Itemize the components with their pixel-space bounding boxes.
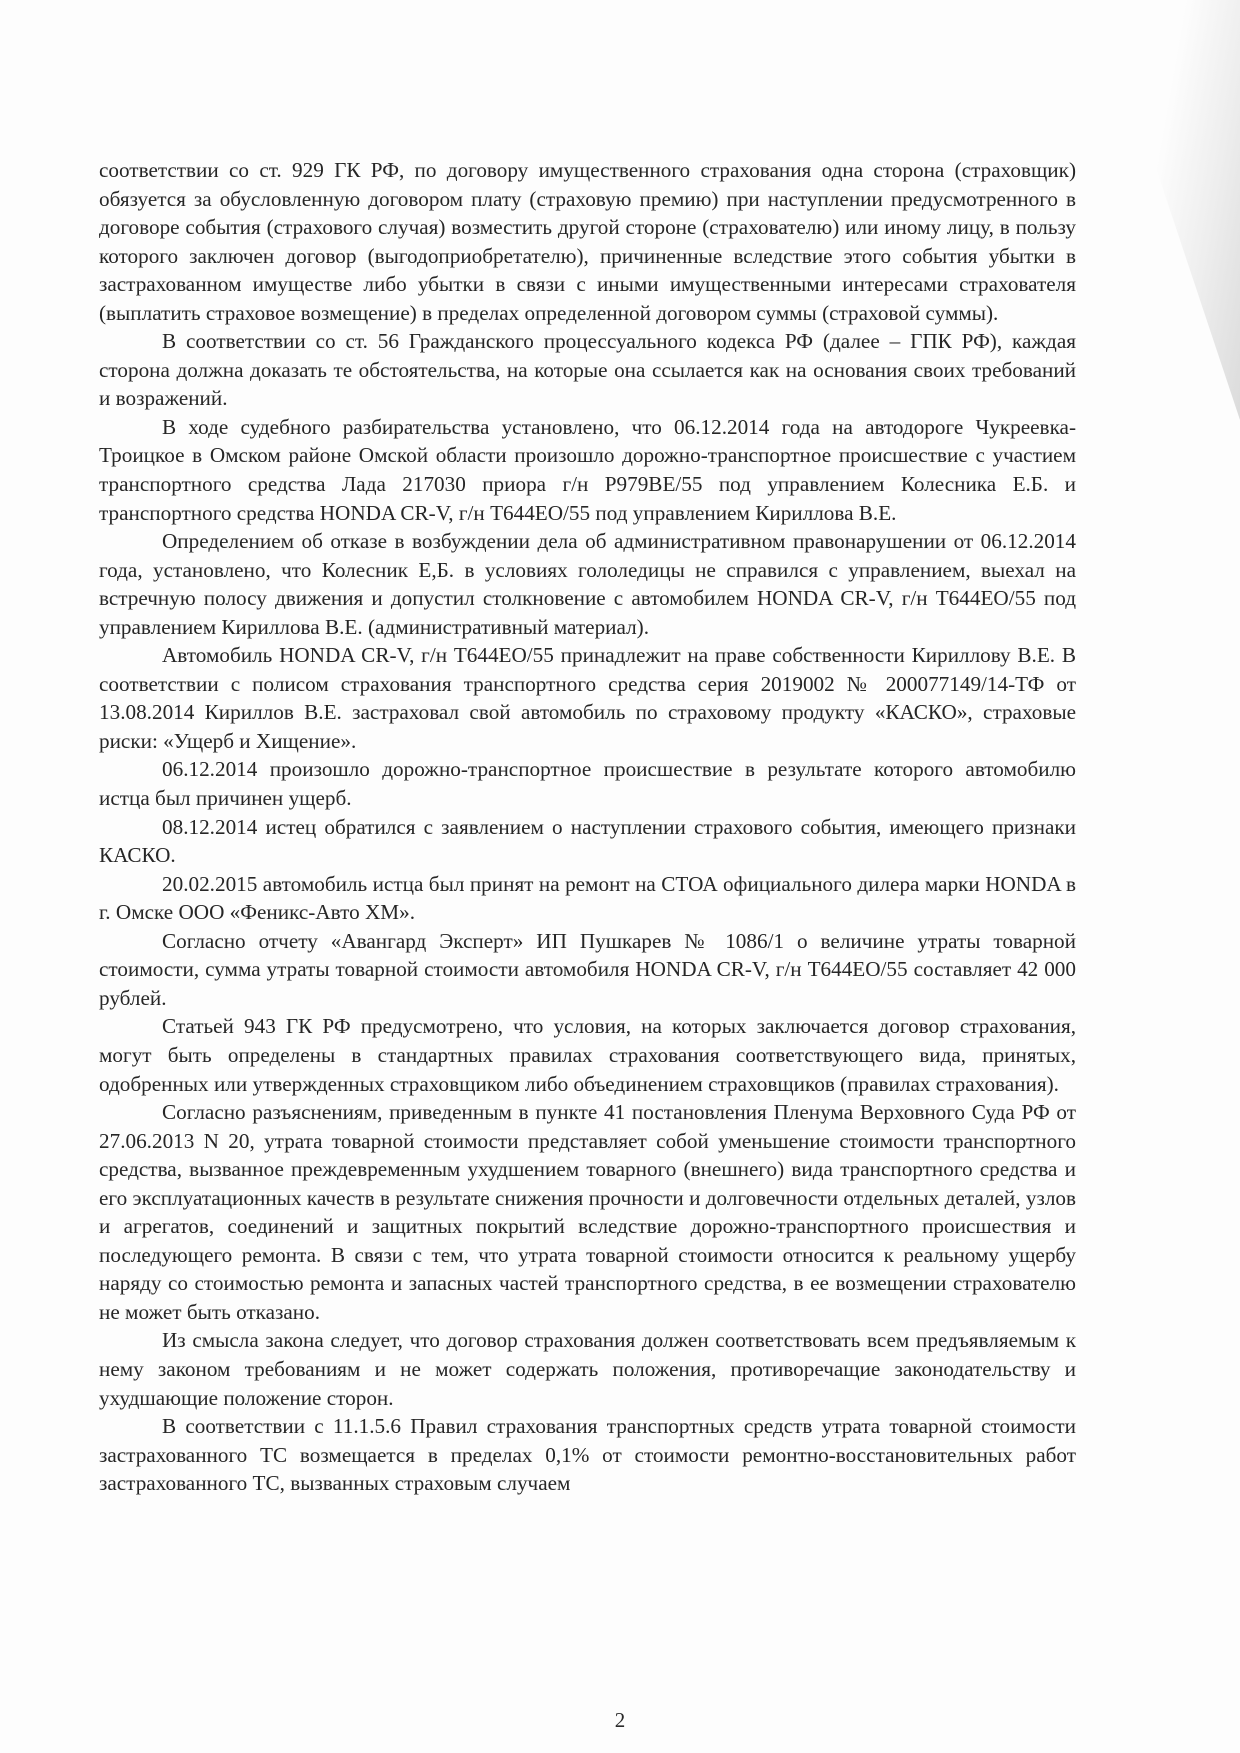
paragraph-appraisal-report: Согласно отчету «Авангард Эксперт» ИП Пушкарев № 1086/1 о величине утраты товарной стоимости, сумма утраты товарной стоимости автомобиля HONDA CR-V, г/н Т644ЕО/55 составляет 42 000 рублей. — [99, 928, 1076, 1010]
paragraph-art-56: В соответствии со ст. 56 Гражданского процессуального кодекса РФ (далее – ГПК РФ), каждая сторона должна доказать те обстоятельства, на которые она ссылается как на основания своих требований и возражений. — [99, 329, 1076, 411]
paragraph-ownership-policy: Автомобиль HONDA CR-V, г/н Т644ЕО/55 принадлежит на праве собственности Кириллову В.Е. В соответствии с полисом страхования транспортного средства серия 2019002 № 200077149/14-ТФ от 13.08.2014 Кириллов В.Е. застраховал свой автомобиль по страховому продукту «КАСКО», страховые риски: «Ущерб и Хищение». — [99, 643, 1076, 753]
paragraph-art-943: Статьей 943 ГК РФ предусмотрено, что условия, на которых заключается договор страхования, могут быть определены в стандартных правилах страхования соответствующего вида, принятых, одобренных или утвержденных страховщиком либо объединением страховщиков (правилах страхования). — [99, 1014, 1076, 1096]
paragraph-repair-accepted: 20.02.2015 автомобиль истца был принят на ремонт на СТОА официального дилера марки HONDA в г. Омске ООО «Феникс-Авто ХМ». — [99, 871, 1076, 925]
paragraph-art-929: соответствии со ст. 929 ГК РФ, по договору имущественного страхования одна сторона (страховщик) обязуется за обусловленную договором плату (страховую премию) при наступлении предусмотренного в договоре события (страхового случая) возместить другой стороне (страхователю) или иному лицу, в пользу которого заключен договор (выгодоприобретателю), причиненные вследствие этого события убытки в застрахованном имуществе либо убытки в связи с иными имущественными интересами страхователя (выплатить страховое возмещение) в пределах определенной договором суммы (страховой суммы). — [99, 158, 1076, 325]
paragraph-accident-circumstances: В ходе судебного разбирательства установлено, что 06.12.2014 года на автодороге Чукреевка-Троицкое в Омском районе Омской области произошло дорожно-транспортное происшествие с участием транспортного средства Лада 217030 приора г/н Р979ВЕ/55 под управлением Колесника Е.Б. и транспортного средства HONDA CR-V, г/н Т644ЕО/55 под управлением Кириллова В.Е. — [99, 414, 1076, 525]
paragraph-law-meaning: Из смысла закона следует, что договор страхования должен соответствовать всем предъявляемым к нему законом требованиям и не может содержать положения, противоречащие законодательству и ухудшающие положение сторон. — [99, 1328, 1076, 1410]
paragraph-insurance-rules: В соответствии с 11.1.5.6 Правил страхования транспортных средств утрата товарной стоимости застрахованного ТС возмещается в пределах 0,1% от стоимости ремонтно-восстановительных работ застрахованного ТС, вызванных страховым случаем — [99, 1414, 1076, 1496]
paragraph-accident-date: 06.12.2014 произошло дорожно-транспортное происшествие в результате которого автомобилю истца был причинен ущерб. — [99, 757, 1076, 811]
scan-shadow — [1100, 0, 1240, 420]
paragraph-plenum-clarification: Согласно разъяснениям, приведенным в пункте 41 постановления Пленума Верховного Суда РФ от 27.06.2013 N 20, утрата товарной стоимости представляет собой уменьшение стоимости транспортного средства, вызванное преждевременным ухудшением товарного (внешнего) вида транспортного средства и его эксплуатационных качеств в результате снижения прочности и долговечности отдельных деталей, узлов и агрегатов, соединений и защитных покрытий вследствие дорожно-транспортного происшествия и последующего ремонта. В связи с тем, что утрата товарной стоимости относится к реальному ущербу наряду со стоимостью ремонта и запасных частей транспортного средства, в ее возмещении страхователю не может быть отказано. — [99, 1100, 1076, 1324]
document-body — [99, 156, 1076, 1498]
page-number: 2 — [614, 1708, 626, 1732]
paragraph-refusal-ruling: Определением об отказе в возбуждении дела об административном правонарушении от 06.12.2014 года, установлено, что Колесник Е,Б. в условиях гололедицы не справился с управлением, выехал на встречную полосу движения и допустил столкновение с автомобилем HONDA CR-V, г/н Т644ЕО/55 под управлением Кириллова В.Е. (административный материал). — [99, 529, 1076, 639]
paragraph-claim-filed: 08.12.2014 истец обратился с заявлением о наступлении страхового события, имеющего признаки КАСКО. — [99, 814, 1076, 868]
